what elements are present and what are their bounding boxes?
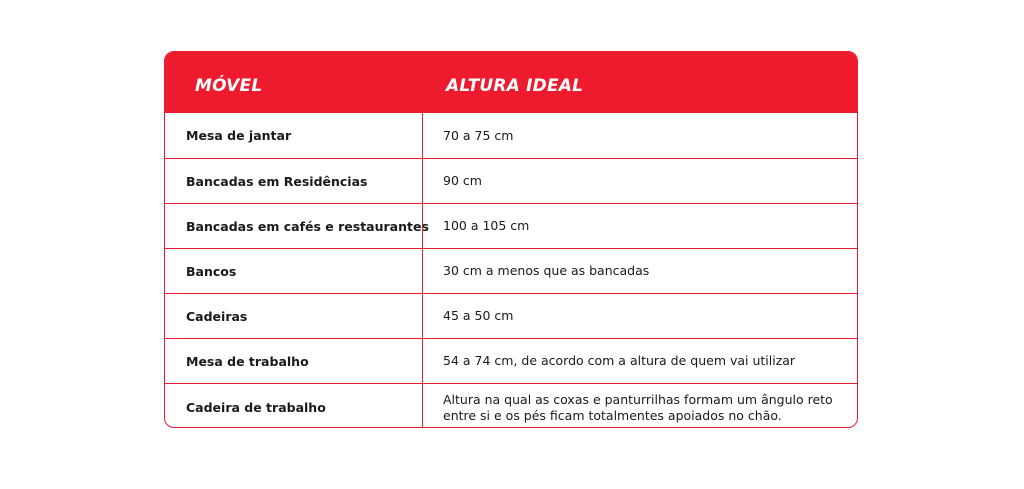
table-row xyxy=(165,203,857,248)
header-movel: MÓVEL xyxy=(195,76,263,96)
row-value: 54 a 74 cm, de acordo com a altura de quem vai utilizar xyxy=(422,339,842,383)
row-label: Mesa de jantar xyxy=(186,128,292,143)
table-row xyxy=(165,248,857,293)
row-value: 70 a 75 cm xyxy=(422,113,842,158)
row-value: 100 a 105 cm xyxy=(422,204,842,248)
row-label: Bancos xyxy=(186,263,237,279)
row-value: 45 a 50 cm xyxy=(422,294,842,338)
table-body xyxy=(165,113,857,428)
table-row xyxy=(165,383,857,428)
row-label: Cadeira de trabalho xyxy=(186,400,326,415)
row-label: Bancadas em Residências xyxy=(186,173,368,189)
row-value: 90 cm xyxy=(422,159,842,203)
row-label: Cadeiras xyxy=(186,308,248,324)
table-row xyxy=(165,293,857,338)
table-row xyxy=(165,338,857,383)
furniture-height-table xyxy=(164,51,858,428)
header-altura-ideal: ALTURA IDEAL xyxy=(446,76,584,96)
table-header xyxy=(165,52,857,113)
row-label: Bancadas em cafés e restaurantes xyxy=(186,218,429,234)
row-value: Altura na qual as coxas e panturrilhas formam um ângulo reto entre si e os pés ficam totalmentes apoiados no chão. xyxy=(422,384,842,428)
table-row xyxy=(165,158,857,203)
table-row xyxy=(165,113,857,158)
row-value: 30 cm a menos que as bancadas xyxy=(422,249,842,293)
row-label: Mesa de trabalho xyxy=(186,353,309,369)
